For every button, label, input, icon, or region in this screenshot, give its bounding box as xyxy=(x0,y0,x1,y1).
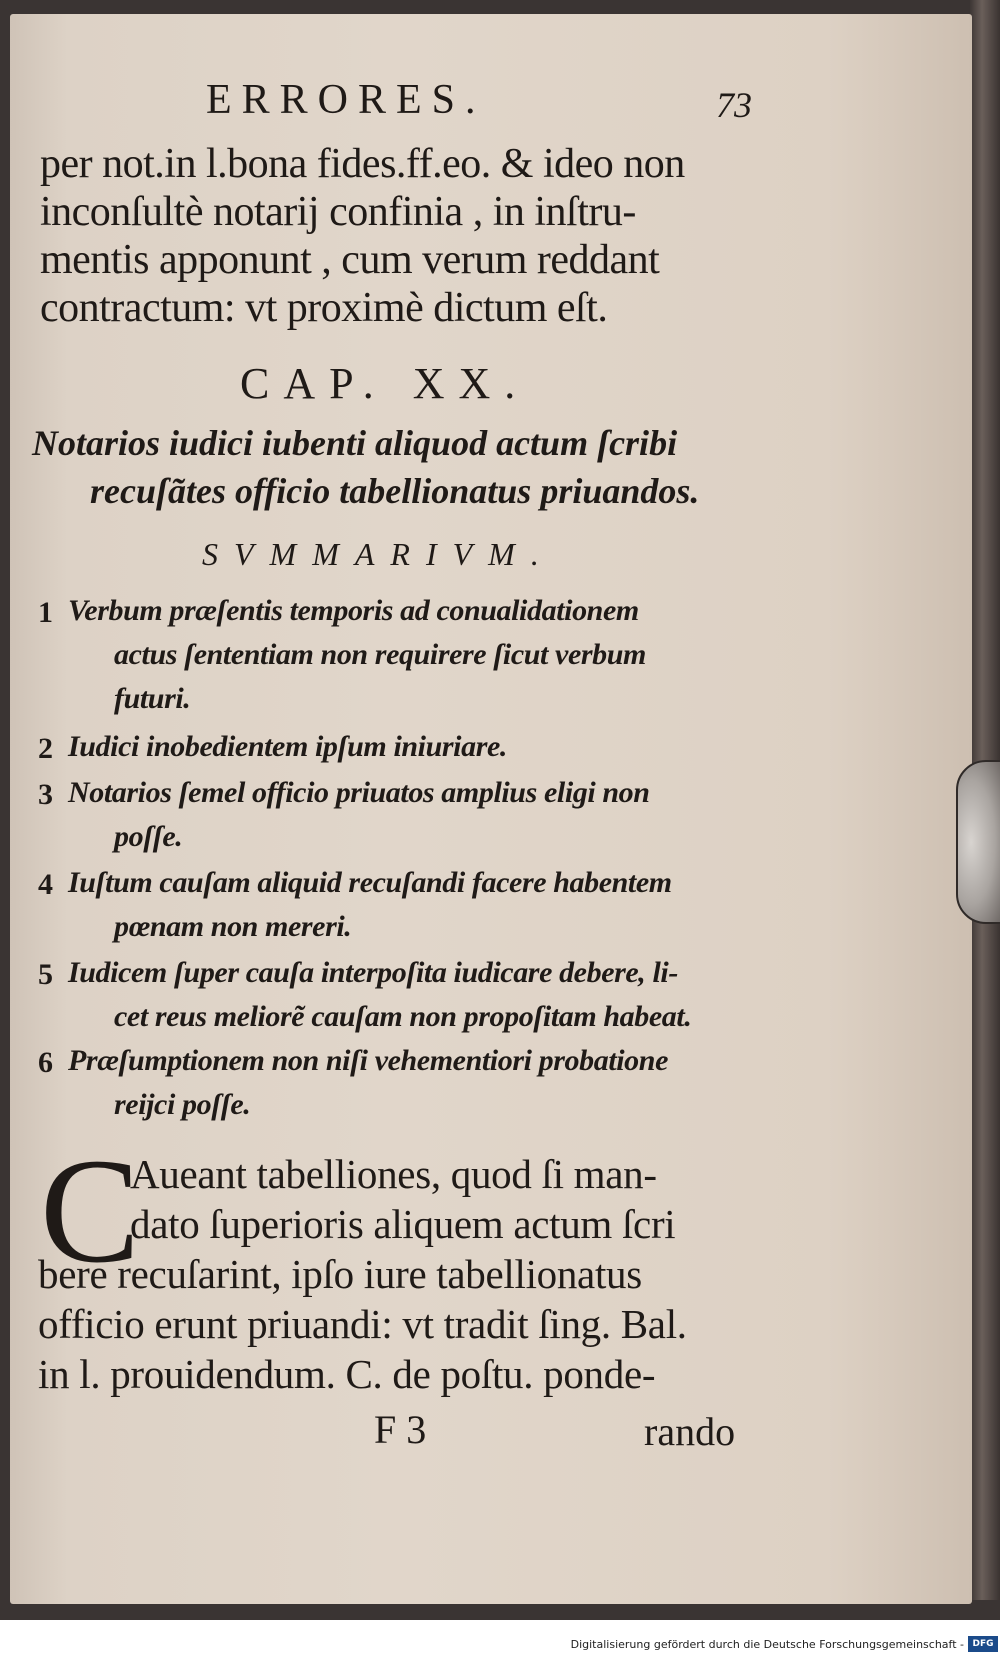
folio-number: 73 xyxy=(716,85,752,125)
summary-line: cet reus meliorẽ cauſam non propoſitam habeat. xyxy=(114,1000,692,1033)
chapter-title-line: recuſãtes officio tabellionatus priuandos. xyxy=(90,471,700,511)
summary-number: 2 xyxy=(38,732,53,765)
summary-line: Præſumptionem non niſi vehementiori probatione xyxy=(68,1044,668,1077)
body-line: officio erunt priuandi: vt tradit ſing. Bal. xyxy=(38,1301,687,1347)
body-line: in l. prouidendum. C. de poſtu. ponde- xyxy=(38,1351,656,1397)
chapter-heading: CAP. XX. xyxy=(240,359,530,408)
body-line: Aueant tabelliones, quod ſi man- xyxy=(130,1151,657,1197)
summary-line: Notarios ſemel officio priuatos amplius eligi non xyxy=(68,776,650,809)
summary-number: 1 xyxy=(38,596,53,629)
book-page xyxy=(10,14,972,1604)
signature-mark: F 3 xyxy=(374,1407,427,1452)
summary-line: futuri. xyxy=(114,682,191,715)
opening-line: contractum: vt proximè dictum eſt. xyxy=(40,285,608,331)
chapter-title-line: Notarios iudici iubenti aliquod actum ſcribi xyxy=(32,423,678,463)
summary-line: actus ſententiam non requirere ſicut verbum xyxy=(114,638,646,671)
book-clasp xyxy=(956,760,1000,924)
summary-line: Iudici inobedientem ipſum iniuriare. xyxy=(68,730,507,763)
summary-heading: SVMMARIVM. xyxy=(202,536,555,572)
summary-line: Iuſtum cauſam aliquid recuſandi facere habentem xyxy=(68,866,672,899)
body-line: bere recuſarint, ipſo iure tabellionatus xyxy=(38,1251,642,1297)
summary-number: 6 xyxy=(38,1046,53,1079)
dfg-logo: DFG xyxy=(968,1636,998,1652)
summary-number: 4 xyxy=(38,868,53,901)
body-line: dato ſuperioris aliquem actum ſcri xyxy=(130,1201,676,1247)
opening-line: per not.in l.bona fides.ff.eo. & ideo non xyxy=(40,141,685,187)
running-head: ERRORES. xyxy=(206,77,486,123)
drop-cap: C xyxy=(40,1128,141,1294)
summary-line: pœnam non mereri. xyxy=(114,910,352,943)
summary-line: poſſe. xyxy=(114,820,183,853)
funding-note: Digitalisierung gefördert durch die Deutsche Forschungsgemeinschaft - xyxy=(570,1638,964,1651)
summary-line: Verbum præſentis temporis ad conualidationem xyxy=(68,594,639,627)
summary-number: 3 xyxy=(38,778,53,811)
opening-line: inconſultè notarij confinia , in inſtru- xyxy=(40,189,636,235)
summary-line: Iudicem ſuper cauſa interpoſita iudicare debere, li- xyxy=(68,956,678,989)
catchword: rando xyxy=(644,1409,736,1454)
summary-line: reijci poſſe. xyxy=(114,1088,251,1121)
opening-line: mentis apponunt , cum verum reddant xyxy=(40,237,660,283)
summary-number: 5 xyxy=(38,958,53,991)
